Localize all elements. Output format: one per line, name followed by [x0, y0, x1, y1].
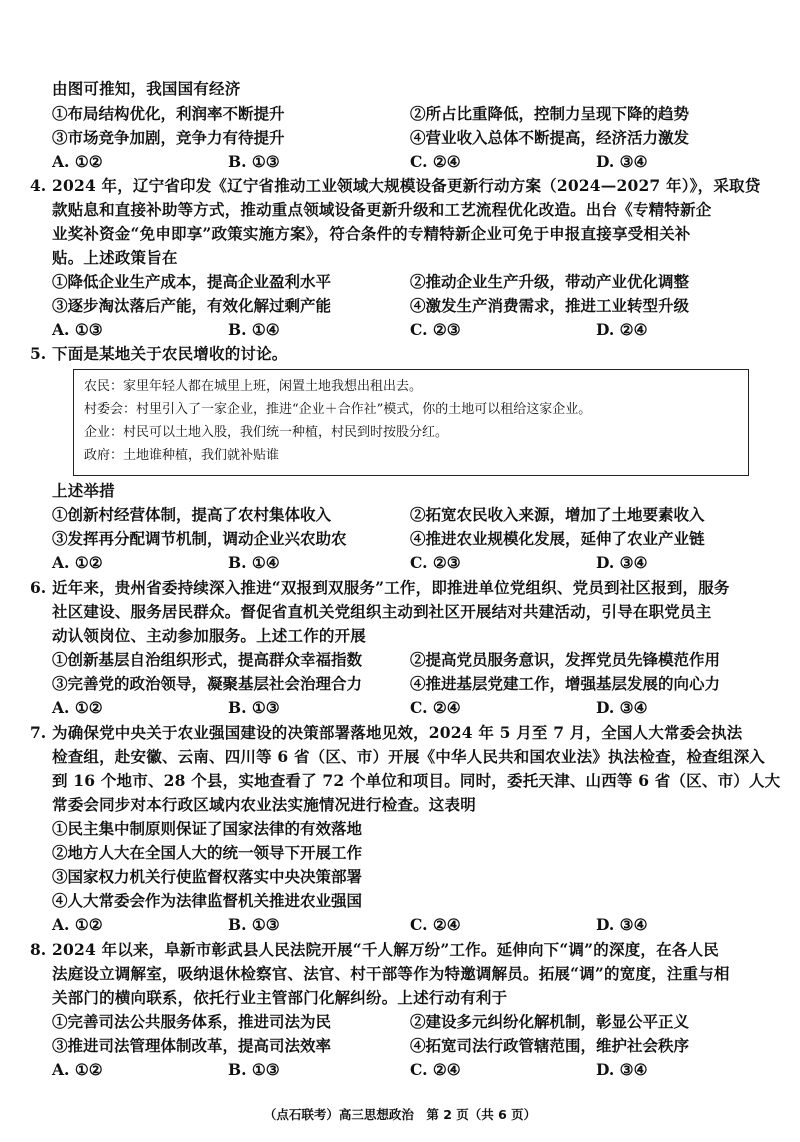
q6-choice-c: C. ②④	[410, 698, 461, 717]
q8-option-2: ②建设多元纠纷化解机制，彰显公平正义	[410, 1012, 690, 1031]
q8-line-3: 关部门的横向联系，依托行业主管部门化解纠纷。上述行动有利于	[52, 988, 508, 1007]
q7-line-2: 检查组，赴安徽、云南、四川等 6 省（区、市）开展《中华人民共和国农业法》执法检查，检查组深入	[52, 747, 765, 766]
q3-option-4: ④营业收入总体不断提高，经济活力激发	[410, 128, 690, 147]
q4-choice-c: C. ②③	[410, 320, 461, 339]
q4-number: 4.	[30, 176, 47, 195]
q8-choice-b: B. ①③	[228, 1060, 280, 1079]
q8-line-1: 2024 年以来，阜新市彰武县人民法院开展“千人解万纷”工作。延伸向下“调”的深度，在各人民	[52, 940, 719, 959]
q5-choice-a: A. ①②	[52, 553, 103, 572]
q3-choice-c: C. ②④	[410, 152, 461, 171]
q8-option-3: ③推进司法管理体制改革，提高司法效率	[52, 1036, 332, 1055]
q6-number: 6.	[30, 578, 47, 597]
q4-option-4: ④激发生产消费需求，推进工业转型升级	[410, 296, 690, 315]
dialogue-government: 政府：土地谁种植，我们就补贴谁	[84, 448, 280, 463]
q8-option-1: ①完善司法公共服务体系，推进司法为民	[52, 1012, 332, 1031]
q6-line-3: 动认领岗位、主动参加服务。上述工作的开展	[52, 626, 367, 645]
dialogue-enterprise: 企业：村民可以土地入股，我们统一种植，村民到时按股分红。	[84, 425, 449, 440]
q4-line-2: 款贴息和直接补助等方式，推动重点领域设备更新升级和工艺流程优化改造。出台《专精特新企	[52, 200, 712, 219]
q7-number: 7.	[30, 723, 47, 742]
q8-choice-d: D. ③④	[596, 1060, 648, 1079]
q5-stem: 下面是某地关于农民增收的讨论。	[52, 344, 288, 363]
q5-choice-b: B. ①④	[228, 553, 280, 572]
q7-choice-d: D. ③④	[596, 915, 648, 934]
q4-choice-a: A. ①③	[52, 320, 103, 339]
q6-option-3: ③完善党的政治领导，凝聚基层社会治理合力	[52, 674, 363, 693]
q3-choice-d: D. ③④	[596, 152, 648, 171]
q5-option-2: ②拓宽农民收入来源，增加了土地要素收入	[410, 505, 705, 524]
q8-option-4: ④拓宽司法行政管辖范围，维护社会秩序	[410, 1036, 690, 1055]
dialogue-village-committee: 村委会：村里引入了一家企业，推进“企业＋合作社”模式，你的土地可以租给这家企业。	[84, 402, 592, 417]
q6-choice-b: B. ①③	[228, 698, 280, 717]
q7-line-3: 到 16 个地市、28 个县，实地查看了 72 个单位和项目。同时，委托天津、山西等 6 省（区、市）人大	[52, 771, 781, 790]
q6-option-2: ②提高党员服务意识，发挥党员先锋模范作用	[410, 650, 721, 669]
q5-option-4: ④推进农业规模化发展，延伸了农业产业链	[410, 529, 705, 548]
q5-option-1: ①创新村经营体制，提高了农村集体收入	[52, 505, 332, 524]
q5-choice-c: C. ②③	[410, 553, 461, 572]
q6-option-4: ④推进基层党建工作，增强基层发展的向心力	[410, 674, 721, 693]
q4-line-3: 业奖补资金“免申即享”政策实施方案》，符合条件的专精特新企业可免于申报直接享受相关补	[52, 224, 691, 243]
q3-stem: 由图可推知，我国国有经济	[52, 79, 241, 98]
q7-line-1: 为确保党中央关于农业强国建设的决策部署落地见效，2024 年 5 月至 7 月，全国人大常委会执法	[52, 723, 743, 742]
q7-option-3: ③国家权力机关行使监督权落实中央决策部署	[52, 867, 363, 886]
q6-choice-d: D. ③④	[596, 698, 648, 717]
q6-choice-a: A. ①②	[52, 698, 103, 717]
q3-option-3: ③市场竞争加剧，竞争力有待提升	[52, 128, 285, 147]
q5-stem-2: 上述举措	[52, 481, 115, 500]
q3-choice-b: B. ①③	[228, 152, 280, 171]
q5-number: 5.	[30, 344, 47, 363]
q3-choice-a: A. ①②	[52, 152, 103, 171]
q5-choice-d: D. ③④	[596, 553, 648, 572]
q6-line-2: 社区建设、服务居民群众。督促省直机关党组织主动到社区开展结对共建活动，引导在职党员主	[52, 602, 712, 621]
q4-option-1: ①降低企业生产成本，提高企业盈利水平	[52, 272, 332, 291]
q3-option-2: ②所占比重降低，控制力呈现下降的趋势	[410, 104, 690, 123]
q8-line-2: 法庭设立调解室，吸纳退休检察官、法官、村干部等作为特邀调解员。拓展“调”的宽度，注重与相	[52, 964, 730, 983]
q7-option-1: ①民主集中制原则保证了国家法律的有效落地	[52, 819, 363, 838]
q7-option-2: ②地方人大在全国人大的统一领导下开展工作	[52, 843, 363, 862]
q7-choice-b: B. ①③	[228, 915, 280, 934]
q4-option-2: ②推动企业生产升级，带动产业优化调整	[410, 272, 690, 291]
q6-option-1: ①创新基层自治组织形式，提高群众幸福指数	[52, 650, 363, 669]
q7-line-4: 常委会同步对本行政区域内农业法实施情况进行检查。这表明	[52, 795, 476, 814]
dialogue-box	[73, 369, 749, 476]
q5-option-3: ③发挥再分配调节机制，调动企业兴农助农	[52, 529, 347, 548]
q8-choice-c: C. ②④	[410, 1060, 461, 1079]
q4-line-4: 贴。上述政策旨在	[52, 248, 178, 267]
q4-choice-b: B. ①④	[228, 320, 280, 339]
q3-option-1: ①布局结构优化，利润率不断提升	[52, 104, 285, 123]
q6-line-1: 近年来，贵州省委持续深入推进“双报到双服务”工作，即推进单位党组织、党员到社区报到，服务	[52, 578, 730, 597]
q4-choice-d: D. ②④	[596, 320, 648, 339]
q7-choice-c: C. ②④	[410, 915, 461, 934]
q4-option-3: ③逐步淘汰落后产能，有效化解过剩产能	[52, 296, 332, 315]
q4-line-1: 2024 年，辽宁省印发《辽宁省推动工业领域大规模设备更新行动方案（2024—2027 年）》，采取贷	[52, 176, 761, 195]
q7-option-4: ④人大常委会作为法律监督机关推进农业强国	[52, 891, 363, 910]
q8-number: 8.	[30, 940, 47, 959]
page-footer: （点石联考）高三思想政治 第 2 页（共 6 页）	[263, 1107, 537, 1122]
q7-choice-a: A. ①②	[52, 915, 103, 934]
dialogue-farmer: 农民：家里年轻人都在城里上班，闲置土地我想出租出去。	[84, 379, 423, 394]
q8-choice-a: A. ①②	[52, 1060, 103, 1079]
